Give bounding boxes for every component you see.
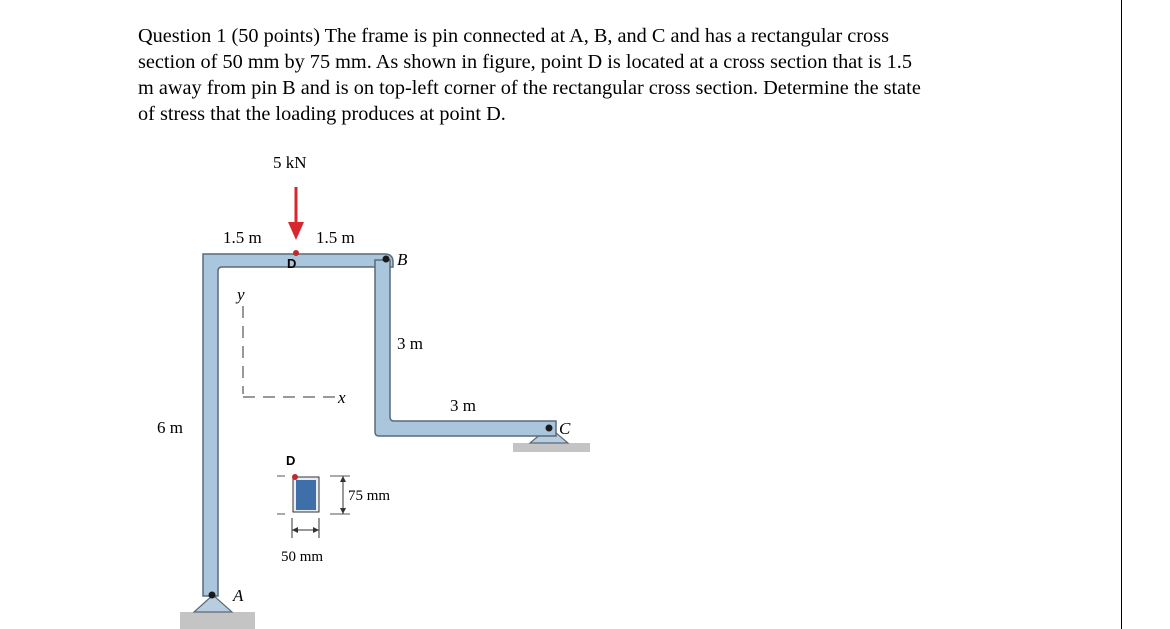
- axis-y-label: y: [237, 285, 245, 304]
- load-label: 5 kN: [273, 153, 307, 172]
- question-line: of stress that the loading produces at point D.: [138, 103, 506, 125]
- axis-x-label: x: [338, 388, 346, 407]
- pin-a-label: A: [233, 586, 244, 605]
- dim-arrow: [292, 527, 298, 533]
- pin-b: [383, 256, 390, 263]
- point-d-label: D: [287, 256, 297, 271]
- dim-right-top: 1.5 m: [316, 228, 355, 247]
- pin-c: [546, 425, 553, 432]
- section-height-label: 75 mm: [348, 488, 391, 504]
- question-line: section of 50 mm by 75 mm. As shown in figure, point D is located at a cross section that is 1.5: [138, 51, 912, 73]
- dim-arrow: [340, 508, 346, 514]
- dim-arrow: [313, 527, 319, 533]
- section-d-label: D: [286, 453, 296, 468]
- section-width-label: 50 mm: [281, 549, 324, 565]
- ground-a: [180, 612, 255, 629]
- dim-vertical-b: 3 m: [397, 334, 423, 353]
- ground-c: [513, 443, 590, 452]
- question-line: m away from pin B and is on top-left corner of the rectangular cross section. Determine the state: [138, 77, 921, 99]
- dim-height-total: 6 m: [157, 418, 183, 437]
- load-arrow-head: [288, 222, 304, 240]
- pin-a: [209, 592, 216, 599]
- dim-arrow: [340, 476, 346, 482]
- section-point-d: [292, 474, 298, 480]
- cross-section: [296, 480, 316, 510]
- dim-horizontal-c: 3 m: [450, 396, 476, 415]
- pin-c-label: C: [559, 419, 571, 438]
- member-abd: [203, 254, 393, 596]
- question-line: Question 1 (50 points) The frame is pin connected at A, B, and C and has a rectangular cross: [138, 25, 889, 47]
- dim-left-top: 1.5 m: [223, 228, 262, 247]
- pin-b-label: B: [397, 250, 408, 269]
